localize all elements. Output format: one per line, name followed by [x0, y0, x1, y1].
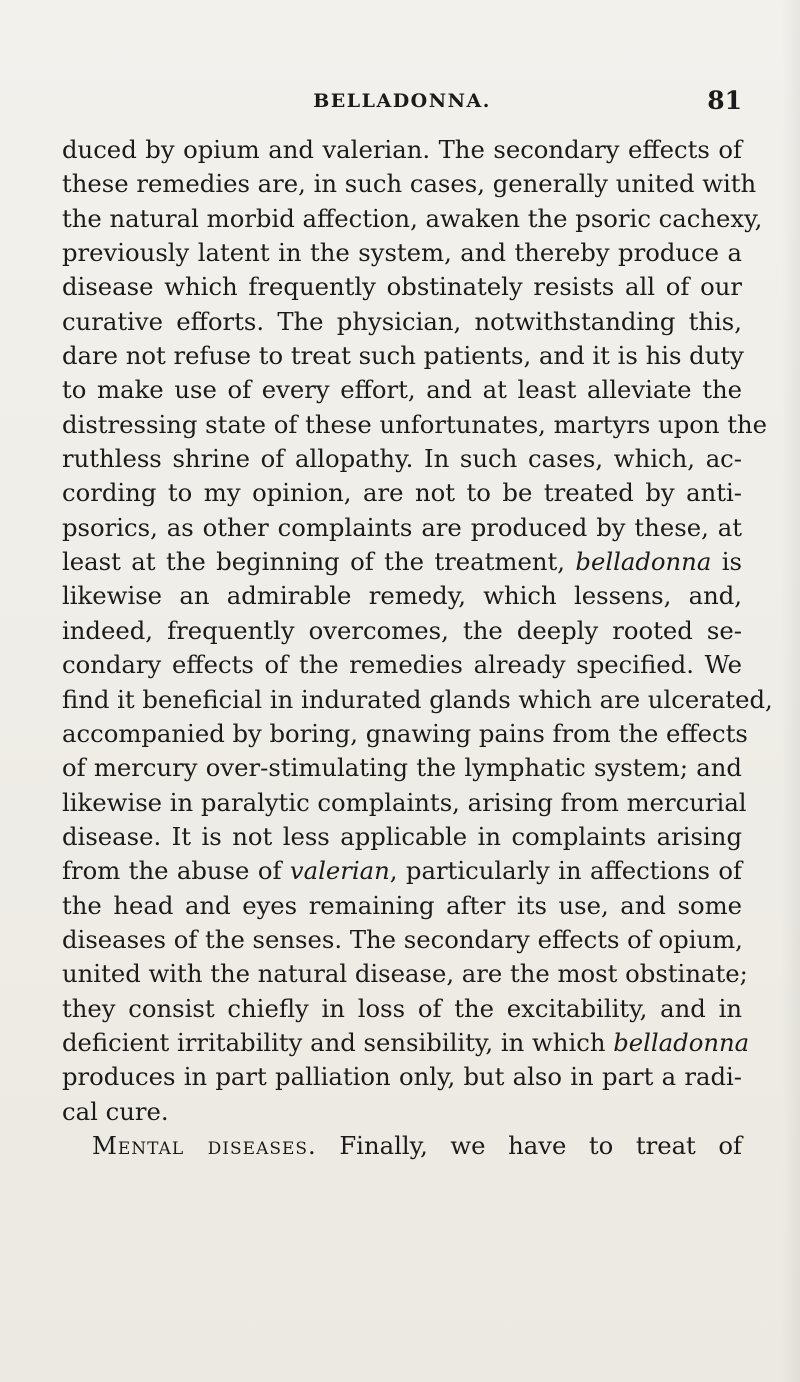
page-header: [62, 86, 742, 120]
text-line: [62, 957, 748, 991]
text-line: [62, 923, 742, 957]
text-line: [62, 305, 742, 339]
italic-term: belladonna: [613, 1027, 750, 1057]
text-segment: deficient irritability and sensibility, in which: [62, 1027, 614, 1057]
text-segment: duced by opium and valerian. The secondary effects of: [62, 135, 742, 164]
text-segment: indeed, frequently overcomes, the deeply rooted se-: [62, 615, 742, 645]
text-line: [62, 614, 742, 648]
page-number: 81: [707, 86, 742, 115]
text-line: [62, 683, 773, 717]
text-line: [62, 1095, 742, 1129]
text-segment: dare not refuse to treat such patients, and it is his duty: [62, 341, 744, 371]
text-segment: find it beneficial in indurated glands which are ulcerated,: [62, 684, 773, 714]
text-segment: least at the beginning of the treatment,: [62, 547, 576, 577]
body-text: [62, 133, 773, 1163]
text-segment: from the abuse of: [62, 856, 290, 886]
text-segment: diseases of the senses. The secondary effects of opium,: [62, 924, 743, 954]
text-segment: accompanied by boring, gnawing pains from the effects: [62, 718, 748, 748]
text-line: [62, 545, 742, 579]
text-segment: likewise in paralytic complaints, arising from mercurial: [62, 787, 747, 817]
text-line: [62, 1026, 750, 1060]
text-segment: disease which frequently obstinately resists all of our: [62, 272, 742, 302]
text-line: [62, 751, 742, 785]
text-line: [62, 648, 742, 682]
text-segment: the natural morbid affection, awaken the psoric cachexy,: [62, 203, 763, 233]
text-line: [62, 1060, 742, 1094]
text-segment: cording to my opinion, are not to be treated by anti-: [62, 478, 742, 508]
text-segment: united with the natural disease, are the most obstinate;: [62, 959, 748, 989]
text-line: [62, 133, 742, 167]
text-segment: the head and eyes remaining after its use, and some: [62, 890, 742, 920]
text-segment: Finally, we have to treat of: [316, 1130, 742, 1160]
text-segment: likewise an admirable remedy, which lessens, and,: [62, 581, 742, 611]
text-segment: psorics, as other complaints are produced by these, at: [62, 512, 742, 542]
text-segment: previously latent in the system, and thereby produce a: [62, 238, 742, 268]
text-segment: to make use of every effort, and at least alleviate the: [62, 375, 742, 405]
text-segment: is: [711, 547, 742, 577]
text-line: [62, 373, 742, 407]
text-line: [62, 476, 742, 510]
text-line: [62, 1129, 742, 1163]
text-segment: of mercury over-stimulating the lymphatic system; and: [62, 753, 742, 783]
text-line: [62, 992, 742, 1026]
text-line: [62, 889, 742, 923]
text-line: [62, 442, 742, 476]
text-line: [62, 339, 742, 373]
text-line: [62, 202, 763, 236]
text-segment: , particularly in affections of: [389, 856, 742, 886]
page-edge-shadow: [782, 0, 800, 1382]
text-segment: cal cure.: [62, 1096, 169, 1126]
section-lead-in: Mental diseases.: [92, 1130, 317, 1160]
text-segment: these remedies are, in such cases, generally united with: [62, 169, 757, 199]
text-segment: condary effects of the remedies already specified. We: [62, 650, 742, 680]
text-line: [62, 854, 742, 888]
text-line: [62, 786, 747, 820]
italic-term: belladonna: [575, 547, 712, 577]
running-head: BELLADONNA.: [313, 90, 491, 112]
text-line: [62, 820, 742, 854]
text-line: [62, 511, 742, 545]
text-segment: produces in part palliation only, but also in part a radi-: [62, 1062, 742, 1092]
text-line: [62, 236, 742, 270]
text-line: [62, 579, 742, 613]
text-segment: disease. It is not less applicable in complaints arising: [62, 821, 742, 851]
text-line: [62, 270, 742, 304]
text-line: [62, 717, 748, 751]
italic-term: valerian: [289, 856, 390, 886]
text-segment: they consist chiefly in loss of the excitability, and in: [62, 993, 742, 1023]
text-segment: ruthless shrine of allopathy. In such cases, which, ac-: [62, 444, 742, 474]
text-segment: curative efforts. The physician, notwithstanding this,: [62, 306, 742, 336]
text-segment: distressing state of these unfortunates, martyrs upon the: [62, 409, 768, 439]
text-line: [62, 167, 757, 201]
text-line: [62, 408, 768, 442]
